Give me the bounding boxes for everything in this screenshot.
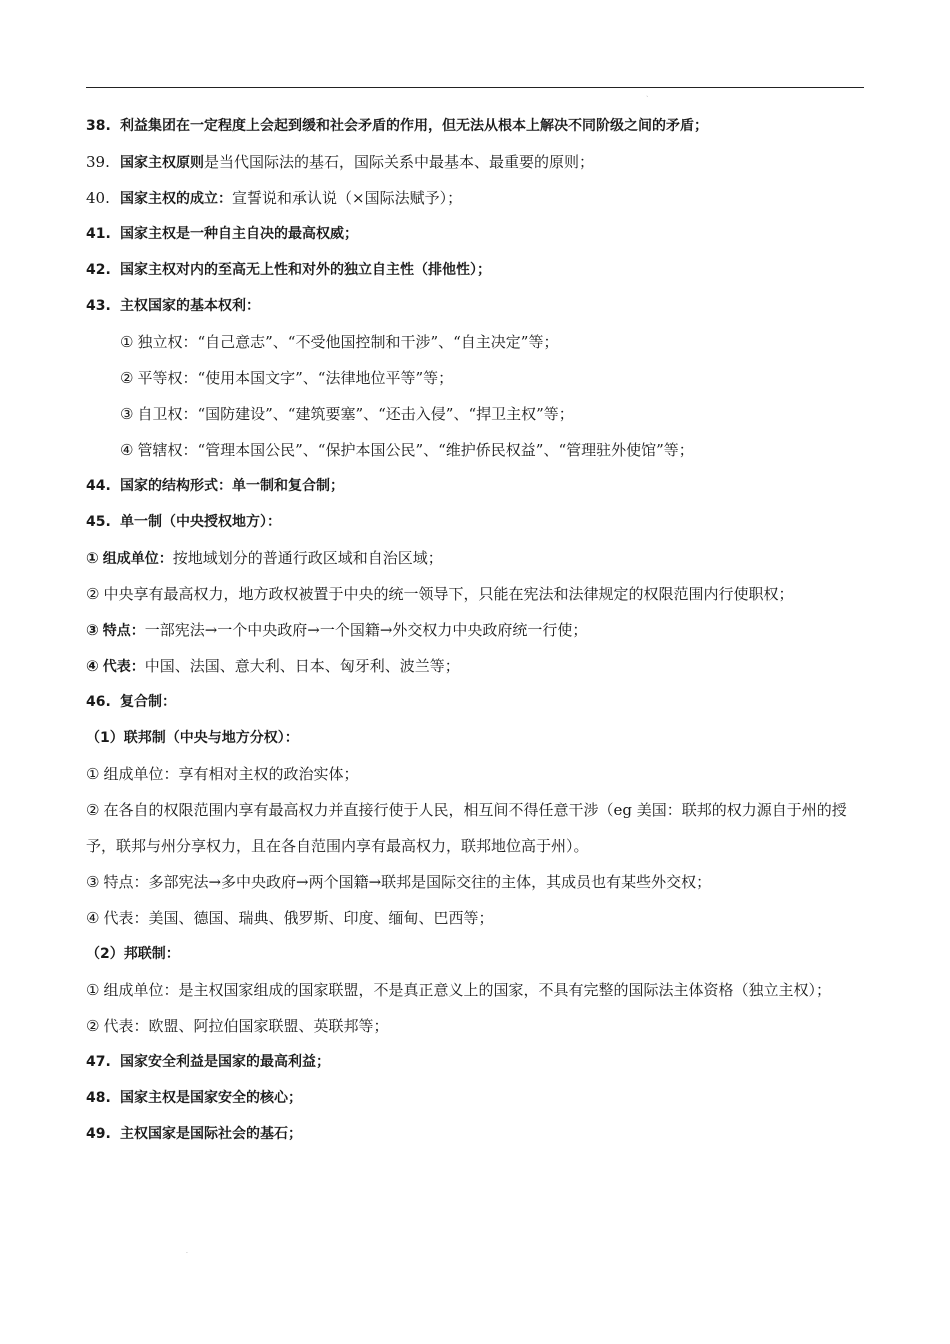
item-43-sub-2: ② 平等权：“使用本国文字”、“法律地位平等”等； [120, 369, 454, 387]
item-39: 39. 国家主权原则是当代国际法的基石，国际关系中最基本、最重要的原则； [86, 153, 595, 171]
item-40: 40. 国家主权的成立：宣誓说和承认说（×国际法赋予）； [86, 189, 463, 207]
item-45-sub-2: ② 中央享有最高权力，地方政权被置于中央的统一领导下，只能在宪法和法律规定的权限范围内行使职权； [86, 585, 794, 603]
header-rule [86, 87, 864, 88]
federation-sub-2: ② 在各自的权限范围内享有最高权力并直接行使于人民，相互间不得任意干涉（eg 美国：联邦的权力源自于州的授予，联邦与州分享权力，且在各自范围内享有最高权力，联邦地位高于州）。 [86, 801, 847, 855]
item-44: 44. 国家的结构形式：单一制和复合制； [86, 478, 344, 494]
item-45-sub-1: ① 组成单位：按地域划分的普通行政区域和自治区域； [86, 549, 443, 567]
federation-sub-4: ④ 代表：美国、德国、瑞典、俄罗斯、印度、缅甸、巴西等； [86, 909, 494, 927]
item-43-sub-3: ③ 自卫权：“国防建设”、“建筑要塞”、“还击入侵”、“捍卫主权”等； [120, 405, 574, 423]
item-43: 43. 主权国家的基本权利： [86, 298, 260, 314]
item-47: 47. 国家安全利益是国家的最高利益； [86, 1054, 330, 1070]
item-41: 41. 国家主权是一种自主自决的最高权威； [86, 226, 358, 242]
item-45-sub-3: ③ 特点：一部宪法→一个中央政府→一个国籍→外交权力中央政府统一行使； [86, 621, 588, 639]
item-49: 49. 主权国家是国际社会的基石； [86, 1126, 302, 1142]
item-46: 46. 复合制： [86, 694, 176, 710]
item-45: 45. 单一制（中央授权地方）： [86, 514, 281, 530]
federation-sub-3: ③ 特点：多部宪法→多中央政府→两个国籍→联邦是国际交往的主体，其成员也有某些外交权； [86, 873, 712, 891]
item-45-sub-4: ④ 代表：中国、法国、意大利、日本、匈牙利、波兰等； [86, 657, 460, 675]
federation-sub-1: ① 组成单位：享有相对主权的政治实体； [86, 765, 359, 783]
confederation-sub-2: ② 代表：欧盟、阿拉伯国家联盟、英联邦等； [86, 1017, 389, 1035]
item-38: 38. 利益集团在一定程度上会起到缓和社会矛盾的作用，但无法从根本上解决不同阶级之间的矛盾； [86, 118, 708, 134]
item-48: 48. 国家主权是国家安全的核心； [86, 1090, 302, 1106]
item-43-sub-1: ① 独立权：“自己意志”、“不受他国控制和干涉”、“自主决定”等； [120, 333, 559, 351]
confederation-title: （2）邦联制： [86, 946, 180, 962]
footer-mark: · [186, 1250, 188, 1257]
federation-title: （1）联邦制（中央与地方分权）： [86, 730, 299, 746]
header-mark: ` [646, 96, 649, 103]
confederation-sub-1: ① 组成单位：是主权国家组成的国家联盟，不是真正意义上的国家，不具有完整的国际法主体资格（独立主权）； [86, 981, 831, 999]
item-42: 42. 国家主权对内的至高无上性和对外的独立自主性（排他性）； [86, 262, 491, 278]
notes-body [86, 108, 866, 1152]
item-43-sub-4: ④ 管辖权：“管理本国公民”、“保护本国公民”、“维护侨民权益”、“管理驻外使馆”等； [120, 441, 694, 459]
